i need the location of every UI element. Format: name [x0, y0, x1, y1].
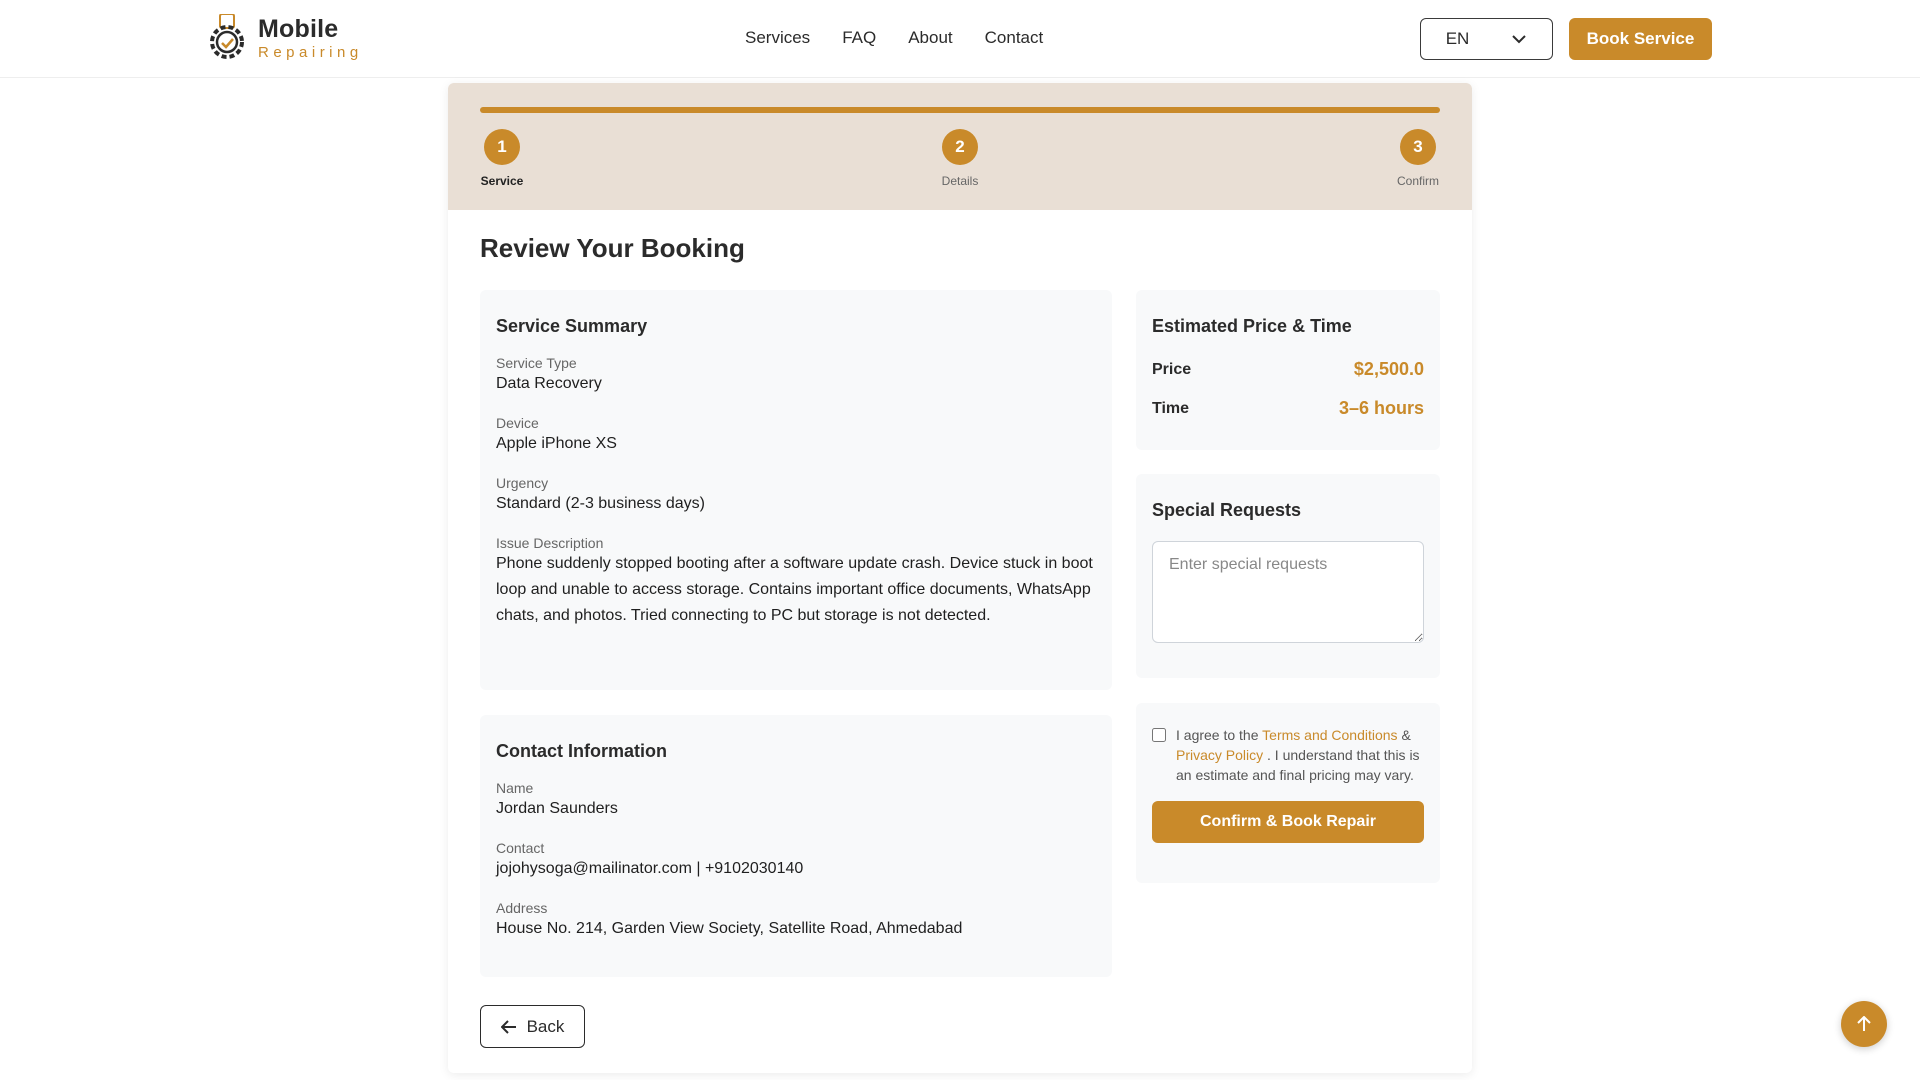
nav-contact[interactable]: Contact	[984, 28, 1044, 47]
terms-checkbox[interactable]	[1152, 728, 1166, 742]
estimate-heading: Estimated Price & Time	[1152, 316, 1352, 336]
booking-card	[448, 83, 1472, 1073]
price-value: $2,500.0	[1353, 359, 1424, 379]
terms-prefix: I agree to the	[1176, 727, 1259, 743]
terms-suffix: . I understand that this is an estimate and final pricing may vary.	[1176, 747, 1420, 783]
step-number: 1	[484, 129, 520, 165]
book-service-button[interactable]: Book Service	[1569, 18, 1712, 60]
main-nav	[745, 28, 1043, 48]
contact-info-heading: Contact Information	[496, 741, 667, 761]
progress-bar	[480, 107, 1440, 113]
site-header	[0, 0, 1920, 78]
estimate-panel	[1136, 290, 1440, 450]
page-title: Review Your Booking	[480, 233, 745, 263]
time-label: Time	[1152, 399, 1190, 417]
step-confirm	[1378, 129, 1458, 188]
back-button[interactable]	[480, 1005, 585, 1048]
privacy-link[interactable]: Privacy Policy	[1176, 747, 1264, 763]
field-label: Issue Description	[496, 535, 604, 551]
service-type-value: Data Recovery	[496, 375, 602, 392]
gear-phone-logo-icon	[206, 14, 248, 62]
step-label: Confirm	[1396, 174, 1439, 188]
confirm-book-button[interactable]: Confirm & Book Repair	[1152, 801, 1424, 843]
back-label: Back	[526, 1016, 565, 1036]
time-value: 3–6 hours	[1338, 398, 1424, 418]
terms-panel	[1136, 703, 1440, 883]
brand-title: Mobile	[258, 14, 339, 43]
contact-info-panel	[480, 715, 1112, 977]
chevron-down-icon	[1511, 34, 1527, 44]
price-row	[1152, 359, 1424, 380]
special-requests-heading: Special Requests	[1152, 500, 1302, 520]
terms-link[interactable]: Terms and Conditions	[1262, 727, 1398, 743]
time-row	[1152, 398, 1424, 419]
name-value: Jordan Saunders	[496, 800, 618, 817]
step-service	[462, 129, 542, 188]
terms-amp: &	[1401, 727, 1411, 743]
step-number: 2	[942, 129, 978, 165]
step-label: Details	[941, 174, 979, 188]
scroll-to-top-button[interactable]	[1841, 1001, 1887, 1047]
special-requests-panel	[1136, 474, 1440, 678]
nav-services[interactable]: Services	[745, 28, 811, 47]
step-details	[920, 129, 1000, 188]
arrow-left-icon	[501, 1020, 517, 1034]
device-value: Apple iPhone XS	[496, 435, 617, 452]
progress-stepper	[448, 83, 1472, 210]
field-label: Urgency	[496, 475, 549, 491]
issue-description-value: Phone suddenly stopped booting after a software update crash. Device stuck in boot loop and unable to access storage. Contains important office documents, WhatsApp chats, and photos. Tried connecting to PC but storage is not detected.	[496, 555, 1093, 624]
address-value: House No. 214, Garden View Society, Satellite Road, Ahmedabad	[496, 920, 963, 937]
terms-text	[1176, 725, 1424, 785]
urgency-value: Standard (2-3 business days)	[496, 495, 705, 512]
field-label: Service Type	[496, 355, 577, 371]
service-summary-heading: Service Summary	[496, 316, 648, 336]
field-label: Device	[496, 415, 539, 431]
service-summary-panel	[480, 290, 1112, 690]
brand-logo[interactable]	[206, 14, 363, 62]
language-select[interactable]	[1420, 18, 1553, 60]
field-label: Name	[496, 780, 534, 796]
field-label: Address	[496, 900, 548, 916]
step-number: 3	[1400, 129, 1436, 165]
special-requests-input[interactable]	[1152, 541, 1424, 643]
language-value: EN	[1445, 29, 1470, 48]
contact-value: jojohysoga@mailinator.com | +9102030140	[496, 860, 804, 877]
step-label: Service	[480, 174, 524, 188]
nav-about[interactable]: About	[908, 28, 953, 47]
nav-faq[interactable]: FAQ	[842, 28, 877, 47]
field-label: Contact	[496, 840, 545, 856]
brand-subtitle: Repairing	[258, 43, 363, 61]
price-label: Price	[1152, 360, 1192, 378]
arrow-up-icon	[1857, 1016, 1871, 1032]
terms-agreement	[1152, 725, 1424, 785]
